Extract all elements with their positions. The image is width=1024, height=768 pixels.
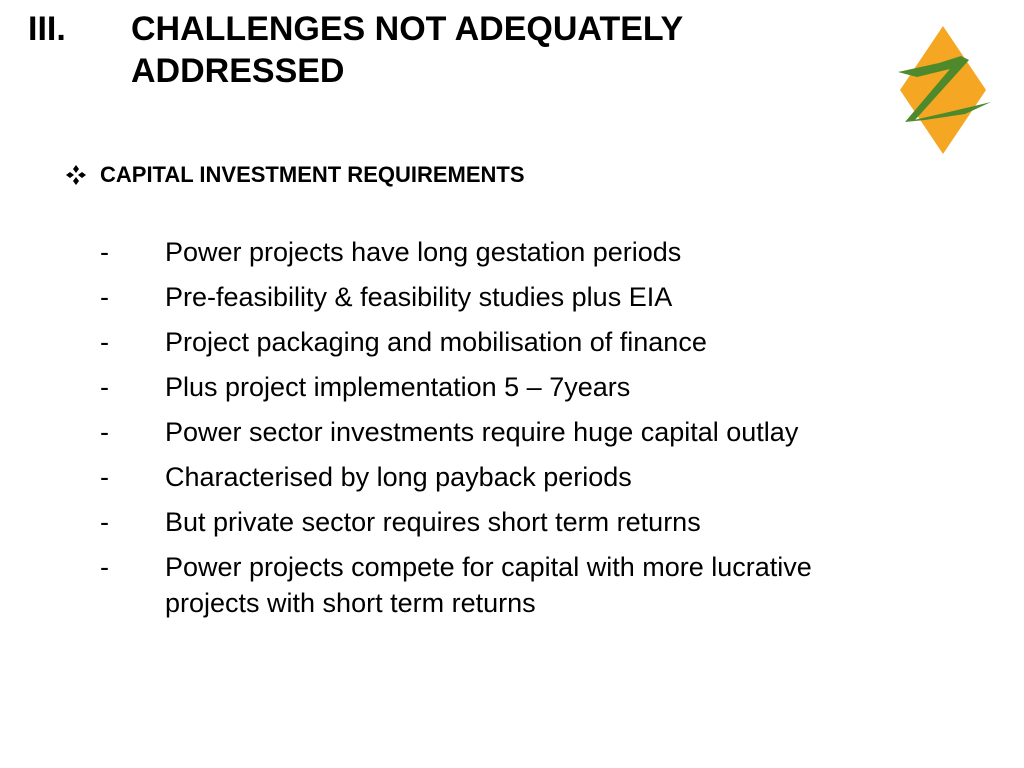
title-number: III. (28, 10, 66, 48)
title-line-1: CHALLENGES NOT ADEQUATELY (131, 10, 684, 48)
list-item (96, 369, 896, 405)
list-dash: - (100, 507, 109, 537)
list-dash: - (100, 372, 109, 402)
title-text (131, 8, 831, 92)
list-item-text: Power projects have long gestation periods (165, 237, 682, 267)
list-item (96, 414, 896, 450)
list-item-text: Power sector investments require huge capital outlay (165, 417, 799, 447)
logo-orange-diamond (900, 26, 986, 154)
list-item-text: Project packaging and mobilisation of finance (165, 327, 707, 357)
list-item (96, 549, 896, 621)
list-item (96, 279, 896, 315)
list-dash: - (100, 327, 109, 357)
list-item-text: But private sector requires short term returns (165, 507, 701, 537)
list-item (96, 234, 896, 270)
list-dash: - (100, 462, 109, 492)
list-dash: - (100, 417, 109, 447)
list-item-text: Pre-feasibility & feasibility studies plus EIA (165, 282, 673, 312)
bullet-list (96, 234, 896, 630)
section-heading (66, 160, 525, 190)
list-item (96, 504, 896, 540)
list-dash: - (100, 237, 109, 267)
four-diamond-bullet-icon (66, 165, 86, 185)
list-item-text: Power projects compete for capital with more lucrative projects with short term returns (165, 552, 812, 618)
list-item-text: Characterised by long payback periods (165, 462, 632, 492)
list-dash: - (100, 282, 109, 312)
list-item (96, 324, 896, 360)
list-dash: - (100, 552, 109, 582)
company-logo-icon (893, 24, 993, 156)
list-item-text: Plus project implementation 5 – 7years (165, 372, 631, 402)
list-item (96, 459, 896, 495)
title-line-2: ADDRESSED (131, 52, 345, 90)
section-heading-text: CAPITAL INVESTMENT REQUIREMENTS (100, 162, 525, 187)
